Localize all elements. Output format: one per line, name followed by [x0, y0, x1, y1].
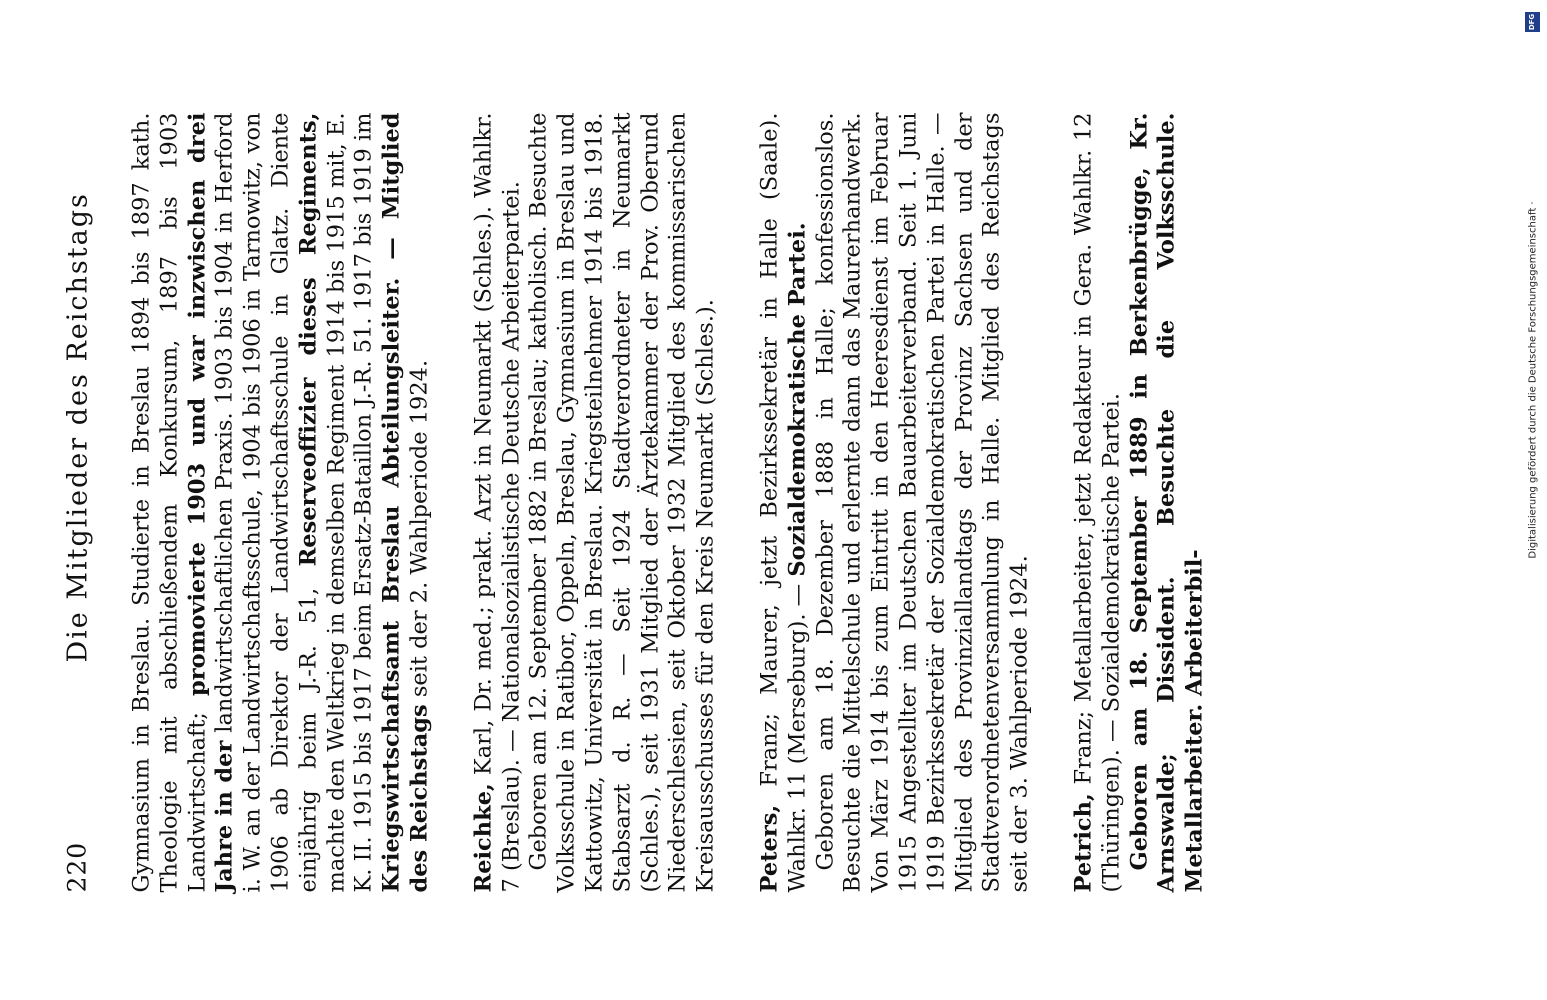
text-run: Franz; Maurer, jetzt Bezirkssekretär in Halle (Saale). Wahlkr. 11 (Merseburg). — — [755, 112, 810, 892]
bold-text-run: Kriegswirtschaftsamt Breslau Abteilungsleiter. — Mitglied des Reichstags — [378, 112, 432, 892]
bold-text-run: Geboren am 18. September 1889 in Berkenbrügge, Kr. Arnswalde; Dissident. Besuchte die Volksschule. Metallarbeiter. Arbeiterbil- — [1125, 112, 1208, 892]
page-number: 220 — [62, 841, 91, 892]
entry-paragraph — [812, 112, 1034, 892]
bold-text-run: Petrich, — [1069, 792, 1096, 892]
biography-entry — [470, 112, 720, 892]
entry-paragraph — [525, 112, 720, 892]
text-run: seit der 2. Wahlperiode 1924. — [405, 359, 432, 704]
text-run: Franz; Metallarbeiter, jetzt Redakteur in Gera. Wahlkr. 12 (Thüringen). — Sozialdemokratische Partei. — [1069, 112, 1124, 892]
biography-entries — [128, 112, 1245, 892]
biography-entry — [128, 112, 434, 892]
dfg-logo: DFG — [1525, 12, 1540, 32]
bold-text-run: Reichke, — [469, 782, 496, 892]
digitization-note: Digitalisierung gefördert durch die Deutsche Forschungsgemeinschaft · — [1527, 201, 1539, 559]
text-run: landwirtschaftlichen Praxis. 1903 bis 1904 in Herford i. W. an der Landwirtschaftsschule, 1904 bis 1906 in Tarnowitz, von 1906 ab Direktor der Landwirtschaftsschule in Glatz. Diente einjährig beim J.-R. 51, — [211, 112, 321, 892]
entry-paragraph — [128, 112, 434, 892]
biography-entry — [756, 112, 1034, 892]
entry-paragraph — [1070, 112, 1126, 892]
biography-entry — [1070, 112, 1209, 892]
text-run: Karl, Dr. med.; prakt. Arzt in Neumarkt (Schles.). Wahlkr. 7 (Breslau). — Nationalsozialistische Deutsche Arbeiterpartei. — [469, 112, 524, 892]
bold-text-run: Peters, — [755, 804, 782, 892]
text-run: Geboren am 12. September 1882 in Breslau; katholisch. Besuchte Volksschule in Ratibor, Oppeln, Breslau, Gymnasium in Breslau und Kattowitz, Universität in Breslau. Kriegsteilnehmer 1914 bis 1918. Stabsarzt d. R. — Seit 1924 Stadtverordneter in Neumarkt (Schles.), seit 1931 Mitglied der Ärztekammer der Prov. Oberund Niederschlesien, seit Oktober 1932 Mitglied des kommissarischen Kreisausschusses für den Kreis Neumarkt (Schles.). — [525, 112, 719, 892]
entry-paragraph — [470, 112, 526, 892]
bold-text-run: promovierte 1903 und war inzwischen drei Jahre in der — [183, 112, 238, 892]
entry-paragraph — [1126, 112, 1209, 892]
running-head: Die Mitglieder des Reichstags — [62, 191, 93, 662]
text-run: Geboren am 18. Dezember 1888 in Halle; konfessionslos. Besuchte die Mittelschule und erlernte dann das Maurerhandwerk. Von März 1914 bis zum Eintritt in den Heeresdienst im Februar 1915 Angestellter im Deutschen Bauarbeiterverband. Seit 1. Juni 1919 Bezirkssekretär der Sozialdemokratischen Partei in Halle. — Mitglied des Provinziallandtags der Provinz Sachsen und der Stadtverordnetenversammlung in Halle. Mitglied des Reichstags seit der 3. Wahlperiode 1924. — [811, 112, 1033, 892]
page-header — [62, 112, 102, 892]
text-run: Gymnasium in Breslau. Studierte in Breslau 1894 bis 1897 kath. Theologie mit abschließendem Konkursum, 1897 bis 1903 Landwirtschaft; — [128, 112, 210, 892]
entry-paragraph — [756, 112, 812, 892]
text-run: machte den Weltkrieg in demselben Regiment 1914 bis 1915 mit, E. K. II. 1915 bis 1917 beim Ersatz-Bataillon J.-R. 51. 1917 bis 1919 im — [322, 112, 377, 892]
bold-text-run: Reserveoffizier dieses Regiments, — [294, 112, 321, 566]
bold-text-run: Sozialdemokratische Partei. — [783, 221, 810, 577]
